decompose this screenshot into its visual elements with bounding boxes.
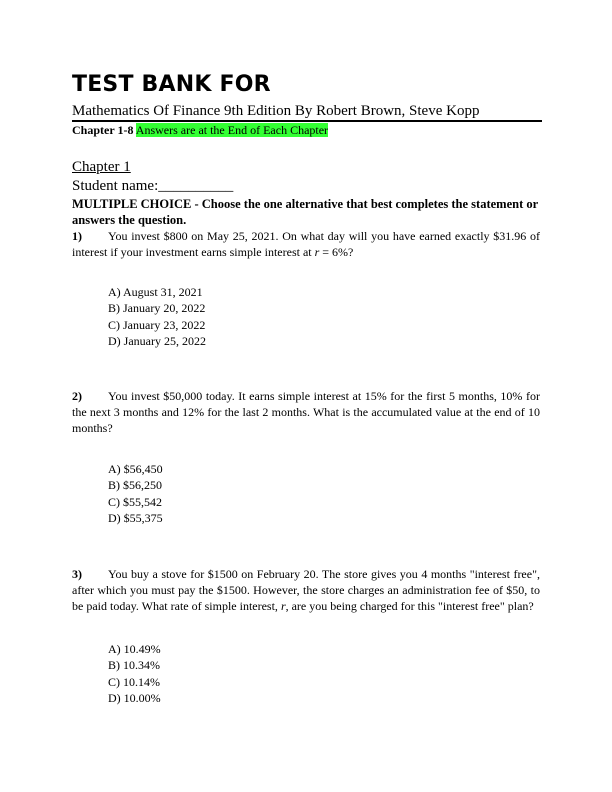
question-2 (72, 388, 540, 436)
chapter-range-line (72, 123, 328, 138)
question-2-options (108, 461, 163, 526)
question-number: 2) (72, 389, 82, 403)
question-1 (72, 228, 540, 260)
question-text-end: , are you being charged for this "interest free" plan? (285, 599, 534, 613)
option-d: D) January 25, 2022 (108, 333, 206, 348)
option-d: D) 10.00% (108, 690, 161, 705)
question-text: You invest $50,000 today. It earns simple interest at 15% for the first 5 months, 10% for the next 3 months and 12% for the last 2 months. What is the accumulated value at the end of 10 months? (72, 389, 540, 435)
answers-note-highlight: Answers are at the End of Each Chapter (135, 123, 329, 137)
option-a: A) 10.49% (108, 642, 161, 656)
chapter-range: Chapter 1-8 (72, 123, 134, 137)
option-a: A) $56,450 (108, 462, 163, 476)
question-3-options (108, 641, 161, 706)
question-1-options (108, 284, 206, 349)
student-name-line: Student name:__________ (72, 178, 234, 194)
question-number: 1) (72, 229, 82, 243)
instructions: MULTIPLE CHOICE - Choose the one alternative that best completes the statement or answers the question. (72, 197, 538, 227)
question-variable: r (280, 599, 286, 613)
question-number: 3) (72, 567, 82, 581)
question-text: You buy a stove for $1500 on February 20. The store gives you 4 months "interest free", after which you must pay the $1500. However, the store charges an administration fee of $50, to be paid today. What rate of simple interest, (72, 567, 540, 613)
document-subtitle: Mathematics Of Finance 9th Edition By Robert Brown, Steve Kopp (72, 103, 480, 119)
document-title: TEST BANK FOR (72, 72, 271, 97)
header-divider (72, 120, 542, 122)
option-b: B) January 20, 2022 (108, 301, 206, 316)
option-b: B) 10.34% (108, 658, 160, 673)
option-c: C) January 23, 2022 (108, 317, 206, 332)
option-b: B) $56,250 (108, 478, 162, 493)
question-variable: r (314, 245, 320, 259)
option-d: D) $55,375 (108, 510, 163, 525)
option-c: C) 10.14% (108, 674, 160, 689)
option-c: C) $55,542 (108, 494, 162, 509)
option-a: A) August 31, 2021 (108, 285, 203, 299)
question-3 (72, 566, 540, 614)
chapter-heading: Chapter 1 (72, 159, 131, 175)
question-text: You invest $800 on May 25, 2021. On what day will you have earned exactly $31.96 of interest if your investment earns simple interest at (72, 229, 540, 259)
question-text-end: = 6%? (319, 245, 354, 259)
